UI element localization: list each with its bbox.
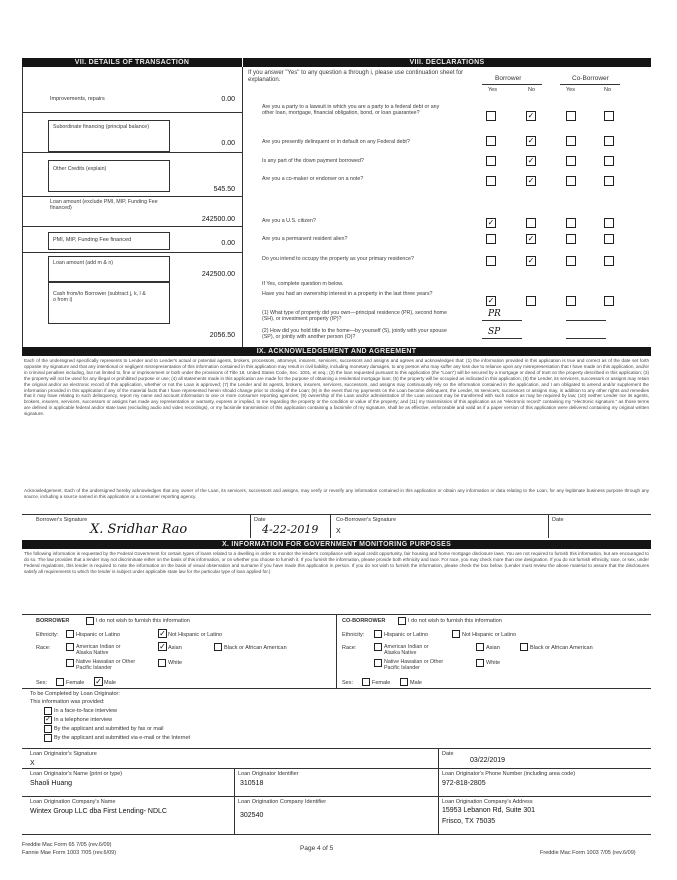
company-name: Wintex Group LLC dba First Lending- NDLC (30, 808, 167, 815)
originator-name-label: Loan Originator's Name (print or type) (30, 771, 123, 777)
race-label: Race: (36, 645, 51, 651)
borrower-race-checkbox[interactable] (66, 643, 74, 651)
coborrower-not-hispanic-checkbox[interactable] (452, 630, 460, 638)
originator-phone: 972-818-2805 (442, 780, 486, 787)
transaction-row-label: Subordinate financing (principal balance) (53, 124, 149, 130)
co-declaration-yes-checkbox[interactable] (566, 176, 576, 186)
no-header: No (528, 87, 536, 93)
gmi-borrower-label: BORROWER (36, 618, 70, 624)
date-label: Date (254, 517, 266, 523)
hispanic-label: Hispanic or Latino (76, 632, 121, 638)
race-option: American Indian or Alaska Native (384, 644, 429, 657)
declaration-yes-checkbox[interactable]: ✓ (487, 296, 495, 305)
coborrower-female-checkbox[interactable] (362, 678, 370, 686)
coborrower-male-checkbox[interactable] (400, 678, 408, 686)
borrower-signature-label: Borrower's Signature (36, 517, 88, 523)
co-declaration-no-checkbox[interactable] (604, 234, 614, 244)
borrower-column-header: Borrower (495, 75, 522, 82)
gmi-body: The following information is requested by the Federal Government for certain types of loans related to a dwelling in order to monitor the lender's compliance with equal credit opportunity, fair housing and home mortgage disclosure laws. You are not required to furnish this information, but are encouraged to do so. The law provides that a lender may not discriminate either on the basis of this information, or on whether you choose to furnish it. If you furnish the information, please provide both ethnicity and race. For race, you may check more than one designation. If you do not furnish ethnicity, race, or sex, under Federal regulations, this lender is required to note the information on the basis of visual observation and surname if you have made this application in person. If you do not wish to furnish the information, please check the box below. (Lender must review the above material to assure that the disclosures satisfy all requirements to which the lender is subject under applicable state law for the particular type of loan applied for.) (24, 551, 649, 574)
coborrower-signature: X (336, 528, 341, 535)
transaction-row-label: Loan amount (exclude PMI, MIP, Funding Fee financed) (50, 199, 158, 212)
declarations-intro: If you answer "Yes" to any question a through i, please use continuation sheet for explanation. (248, 70, 464, 83)
hispanic-label: Hispanic or Latino (384, 632, 429, 638)
declaration-no-checkbox[interactable]: ✓ (527, 156, 535, 165)
coborrower-column-header: Co-Borrower (572, 75, 609, 82)
transaction-row-amount: 545.50 (213, 186, 235, 193)
company-address-line2: Frisco, TX 75035 (442, 818, 496, 825)
transaction-row-label: Cash from/to Borrower (subtract j, k, l & o from i) (53, 291, 146, 304)
race-option: Black or African American (224, 645, 287, 651)
borrower-race-checkbox[interactable] (214, 643, 222, 651)
declaration-yes-checkbox[interactable] (486, 176, 496, 186)
transaction-row-label: Improvements, repairs (50, 96, 105, 102)
transaction-row-box (48, 160, 170, 192)
originator-id-label: Loan Originator Identifier (238, 771, 299, 777)
declaration-question: Do you intend to occupy the property as your primary residence? (262, 256, 414, 262)
race-option: Asian (168, 645, 182, 651)
interview-option-label: In a telephone interview (54, 717, 113, 723)
borrower-male-checkbox[interactable]: ✓ (95, 677, 102, 686)
section-viii-header: VIII. DECLARATIONS (243, 58, 651, 67)
co-declaration-yes-checkbox[interactable] (566, 296, 576, 306)
coborrower-race-checkbox[interactable] (520, 643, 528, 651)
originator-date: 03/22/2019 (470, 757, 506, 764)
declaration-question: Have you had an ownership interest in a property in the last three years? (262, 291, 433, 297)
race-label: Race: (342, 645, 357, 651)
female-label: Female (372, 680, 391, 686)
declaration-no-checkbox[interactable] (526, 296, 536, 306)
no-header: No (604, 87, 612, 93)
originator-phone-label: Loan Originator's Phone Number (including area code) (442, 771, 576, 777)
company-id-label: Loan Origination Company Identifier (238, 799, 327, 805)
transaction-row-label: Loan amount (add m & n) (53, 260, 114, 266)
declaration-yes-checkbox[interactable] (486, 111, 496, 121)
co-declaration-no-checkbox[interactable] (604, 156, 614, 166)
coborrower-hispanic-checkbox[interactable] (374, 630, 382, 638)
co-declaration-no-checkbox[interactable] (604, 218, 614, 228)
interview-option-checkbox-checked[interactable]: ✓ (45, 716, 51, 723)
section-x-header: X. INFORMATION FOR GOVERNMENT MONITORING PURPOSES (22, 540, 651, 549)
ethnicity-label: Ethnicity: (342, 632, 365, 638)
originator-name: Shaoli Huang (30, 780, 73, 787)
co-declaration-no-checkbox[interactable] (604, 296, 614, 306)
coborrower-race-checkbox[interactable] (476, 659, 484, 667)
company-name-label: Loan Origination Company's Name (30, 799, 116, 805)
co-declaration-yes-checkbox[interactable] (566, 256, 576, 266)
race-option: American Indian or Alaska Native (76, 644, 121, 657)
coborrower-race-checkbox[interactable] (476, 643, 484, 651)
sex-label: Sex: (36, 680, 48, 686)
footer-form-right: Freddie Mac Form 1003 7/05 (rev.6/09) (540, 850, 636, 856)
declaration-yes-checkbox[interactable] (486, 156, 496, 166)
borrower-not-hispanic-checkbox[interactable]: ✓ (159, 629, 166, 638)
declaration-yes-checkbox[interactable]: ✓ (487, 218, 495, 227)
transaction-row-amount: 242500.00 (201, 271, 235, 278)
borrower-asian-checkbox[interactable]: ✓ (159, 642, 166, 651)
race-option: White (486, 660, 501, 666)
co-declaration-no-checkbox[interactable] (604, 136, 614, 146)
co-declaration-yes-checkbox[interactable] (566, 111, 576, 121)
company-id: 302540 (240, 812, 264, 819)
co-declaration-no-checkbox[interactable] (604, 256, 614, 266)
co-declaration-yes-checkbox[interactable] (566, 156, 576, 166)
originator-info-label: This information was provided: (30, 699, 105, 705)
race-option: Native Hawaiian or Other Pacific Islander (76, 659, 136, 672)
no-furnish-label: I do not wish to furnish this information (96, 618, 190, 624)
co-declaration-yes-checkbox[interactable] (566, 218, 576, 228)
originator-date-label: Date (442, 751, 454, 757)
footer-form-left1: Freddie Mac Form 65 7/05 (rev.6/09) (22, 842, 112, 848)
company-address-label: Loan Origination Company's Address (442, 799, 533, 805)
declaration-question: Is any part of the down payment borrowed? (262, 158, 364, 164)
originator-signature: X (30, 760, 35, 767)
declaration-no-checkbox[interactable]: ✓ (527, 256, 535, 265)
declaration-note: If Yes, complete question m below. (262, 281, 344, 287)
acknowledgement-note: Acknowledgement. Each of the undersigned hereby acknowledges that any owner of the Loan, its servicers, successors and assigns, may verify or reverify any information contained in this application or obtain any information or data relating to the Loan, for any legitimate business purpose through any source, including a source named in this application or a consumer reporting agency. (24, 488, 649, 499)
originator-id: 310518 (240, 780, 264, 787)
property-type-question: (1) What type of property did you own—principal residence (PR), second home (SH), or investment property (IP)? (262, 310, 447, 323)
declaration-no-checkbox[interactable]: ✓ (527, 234, 535, 243)
interview-option-label: By the applicant and submitted by fax or mail (54, 726, 164, 732)
not-hispanic-label: Not Hispanic or Latino (462, 632, 517, 638)
transaction-row-amount: 0.00 (221, 96, 235, 103)
declaration-yes-checkbox[interactable] (486, 256, 496, 266)
interview-option-label: In a face-to-face interview (54, 708, 117, 714)
company-address-line1: 15953 Lebanon Rd, Suite 301 (442, 807, 536, 814)
declaration-no-checkbox[interactable]: ✓ (527, 111, 535, 120)
borrower-hispanic-checkbox[interactable] (66, 630, 74, 638)
race-option: Asian (486, 645, 500, 651)
transaction-row-label: Other Credits (explain) (53, 166, 107, 172)
interview-option-checkbox[interactable] (44, 734, 52, 742)
co-declaration-yes-checkbox[interactable] (566, 136, 576, 146)
borrower-no-furnish-checkbox[interactable] (86, 617, 94, 625)
coborrower-signature-label: Co-Borrower's Signature (336, 517, 397, 523)
acknowledgement-body: Each of the undersigned specifically represents to Lender and to Lender's actual or potential agents, brokers, processors, attorneys, insurers, servicers, successors and assigns and agrees and acknowledges that: (1) the information provided in this application is true and correct as of the date set forth opposite my signature and that any intentional or negligent misrepresentation of this information contained in this application may result in civil liability, including monetary damages, to any person who may suffer any loss due to reliance upon any misrepresentation that I have made on this application, and/or in criminal penalties including, but not limited to, fine or imprisonment or both under the provisions of Title 18, United States Code, Sec. 1001, et seq.; (2) the loan requested pursuant to this application (the "Loan") will be secured by a mortgage or deed of trust on the property described in this application; (3) the property will not be used for any illegal or prohibited purpose or use; (4) all statements made in this application are made for the purpose of obtaining a residential mortgage loan; (5) the property will be occupied as indicated in this application; (6) the Lender, its servicers, successors or assigns may retain the original and/or an electronic record of this application, whether or not the Loan is approved; (7) the Lender and its agents, brokers, insurers, servicers, successors, and assigns may continuously rely on the information contained in the application, and I am obligated to amend and/or supplement the information provided in this application if any of the material facts that I have represented herein should change prior to closing of the Loan; (8) in the event that my payments on the Loan become delinquent, the Lender, its servicers, successors or assigns may, in addition to any other rights and remedies that it may have relating to such delinquency, report my name and account information to one or more consumer reporting agencies; (9) ownership of the Loan and/or administration of the Loan account may be transferred with such notice as may be required by law; (10) neither Lender nor its agents, brokers, insurers, servicers, successors or assigns has made any representation or warranty, express or implied, to me regarding the property or the condition or value of the property; and (11) my transmission of this application as an "electronic record" containing my "electronic signature," as those terms are defined in applicable federal and/or state laws (excluding audio and video recordings), or my facsimile transmission of this application containing a facsimile of my signature, shall be as effective, enforceable and valid as if a paper version of this application were delivered containing my original written signature. (24, 358, 649, 417)
race-option: White (168, 660, 183, 666)
not-hispanic-label: Not Hispanic or Latino (168, 632, 223, 638)
race-option: Native Hawaiian or Other Pacific Islander (384, 659, 444, 672)
borrower-signature-date: 4-22-2019 (262, 523, 319, 536)
declaration-question: Are you presently delinquent or in default on any Federal debt? (262, 139, 410, 145)
no-furnish-label: I do not wish to furnish this information (408, 618, 502, 624)
co-declaration-no-checkbox[interactable] (604, 176, 614, 186)
borrower-race-checkbox[interactable] (66, 659, 74, 667)
female-label: Female (66, 680, 85, 686)
property-type-value: PR (488, 309, 501, 319)
interview-option-checkbox[interactable] (44, 707, 52, 715)
transaction-row-amount: 242500.00 (201, 216, 235, 223)
originator-heading: To be Completed by Loan Originator: (30, 691, 120, 697)
originator-signature-label: Loan Originator's Signature (30, 751, 97, 757)
declaration-question: Are you a co-maker or endorser on a note? (262, 176, 364, 182)
transaction-row-label: PMI, MIP, Funding Fee financed (53, 237, 132, 243)
declaration-no-checkbox[interactable]: ✓ (527, 176, 535, 185)
section-ix-header: IX. ACKNOWLEDGEMENT AND AGREEMENT (22, 347, 651, 356)
title-held-value: SP (488, 327, 501, 337)
declaration-question: Are you a permanent resident alien? (262, 236, 348, 242)
coborrower-race-checkbox[interactable] (374, 659, 382, 667)
transaction-row-amount: 0.00 (221, 240, 235, 247)
transaction-row-amount: 0.00 (221, 140, 235, 147)
gmi-coborrower-label: CO-BORROWER (342, 618, 386, 624)
ethnicity-label: Ethnicity: (36, 632, 59, 638)
male-label: Male (410, 680, 422, 686)
coborrower-race-checkbox[interactable] (374, 643, 382, 651)
sex-label: Sex: (342, 680, 354, 686)
borrower-female-checkbox[interactable] (56, 678, 64, 686)
borrower-signature: X. Sridhar Rao (90, 522, 188, 537)
coborrower-date-label: Date (552, 517, 564, 523)
transaction-row-amount: 2056.50 (209, 332, 235, 339)
declaration-question: Are you a U.S. citizen? (262, 218, 316, 224)
race-option: Black or African American (530, 645, 593, 651)
declaration-no-checkbox[interactable]: ✓ (527, 136, 535, 145)
borrower-race-checkbox[interactable] (158, 659, 166, 667)
male-label: Male (104, 680, 116, 686)
co-declaration-yes-checkbox[interactable] (566, 234, 576, 244)
declaration-question: Are you a party to a lawsuit in which you are a party to a federal debt or any other loan, mortgage, financial obligation, bond, or loan guarantee? (262, 104, 440, 117)
title-held-question: (2) How did you hold title to the home—by yourself (S), jointly with your spouse (SP), or jointly with another person (O)? (262, 328, 447, 341)
coborrower-no-furnish-checkbox[interactable] (398, 617, 406, 625)
interview-option-label: By the applicant and submitted via e-mail or the Internet (54, 735, 191, 741)
yes-header: Yes (488, 87, 497, 93)
declaration-yes-checkbox[interactable] (486, 136, 496, 146)
section-vii-header: VII. DETAILS OF TRANSACTION (22, 58, 242, 67)
co-declaration-no-checkbox[interactable] (604, 111, 614, 121)
yes-header: Yes (566, 87, 575, 93)
declaration-no-checkbox[interactable] (526, 218, 536, 228)
footer-form-left2: Fannie Mae Form 1003 7/05 (rev.6/09) (22, 850, 117, 856)
interview-option-checkbox[interactable] (44, 725, 52, 733)
declaration-yes-checkbox[interactable] (486, 234, 496, 244)
page-number: Page 4 of 5 (300, 845, 334, 852)
